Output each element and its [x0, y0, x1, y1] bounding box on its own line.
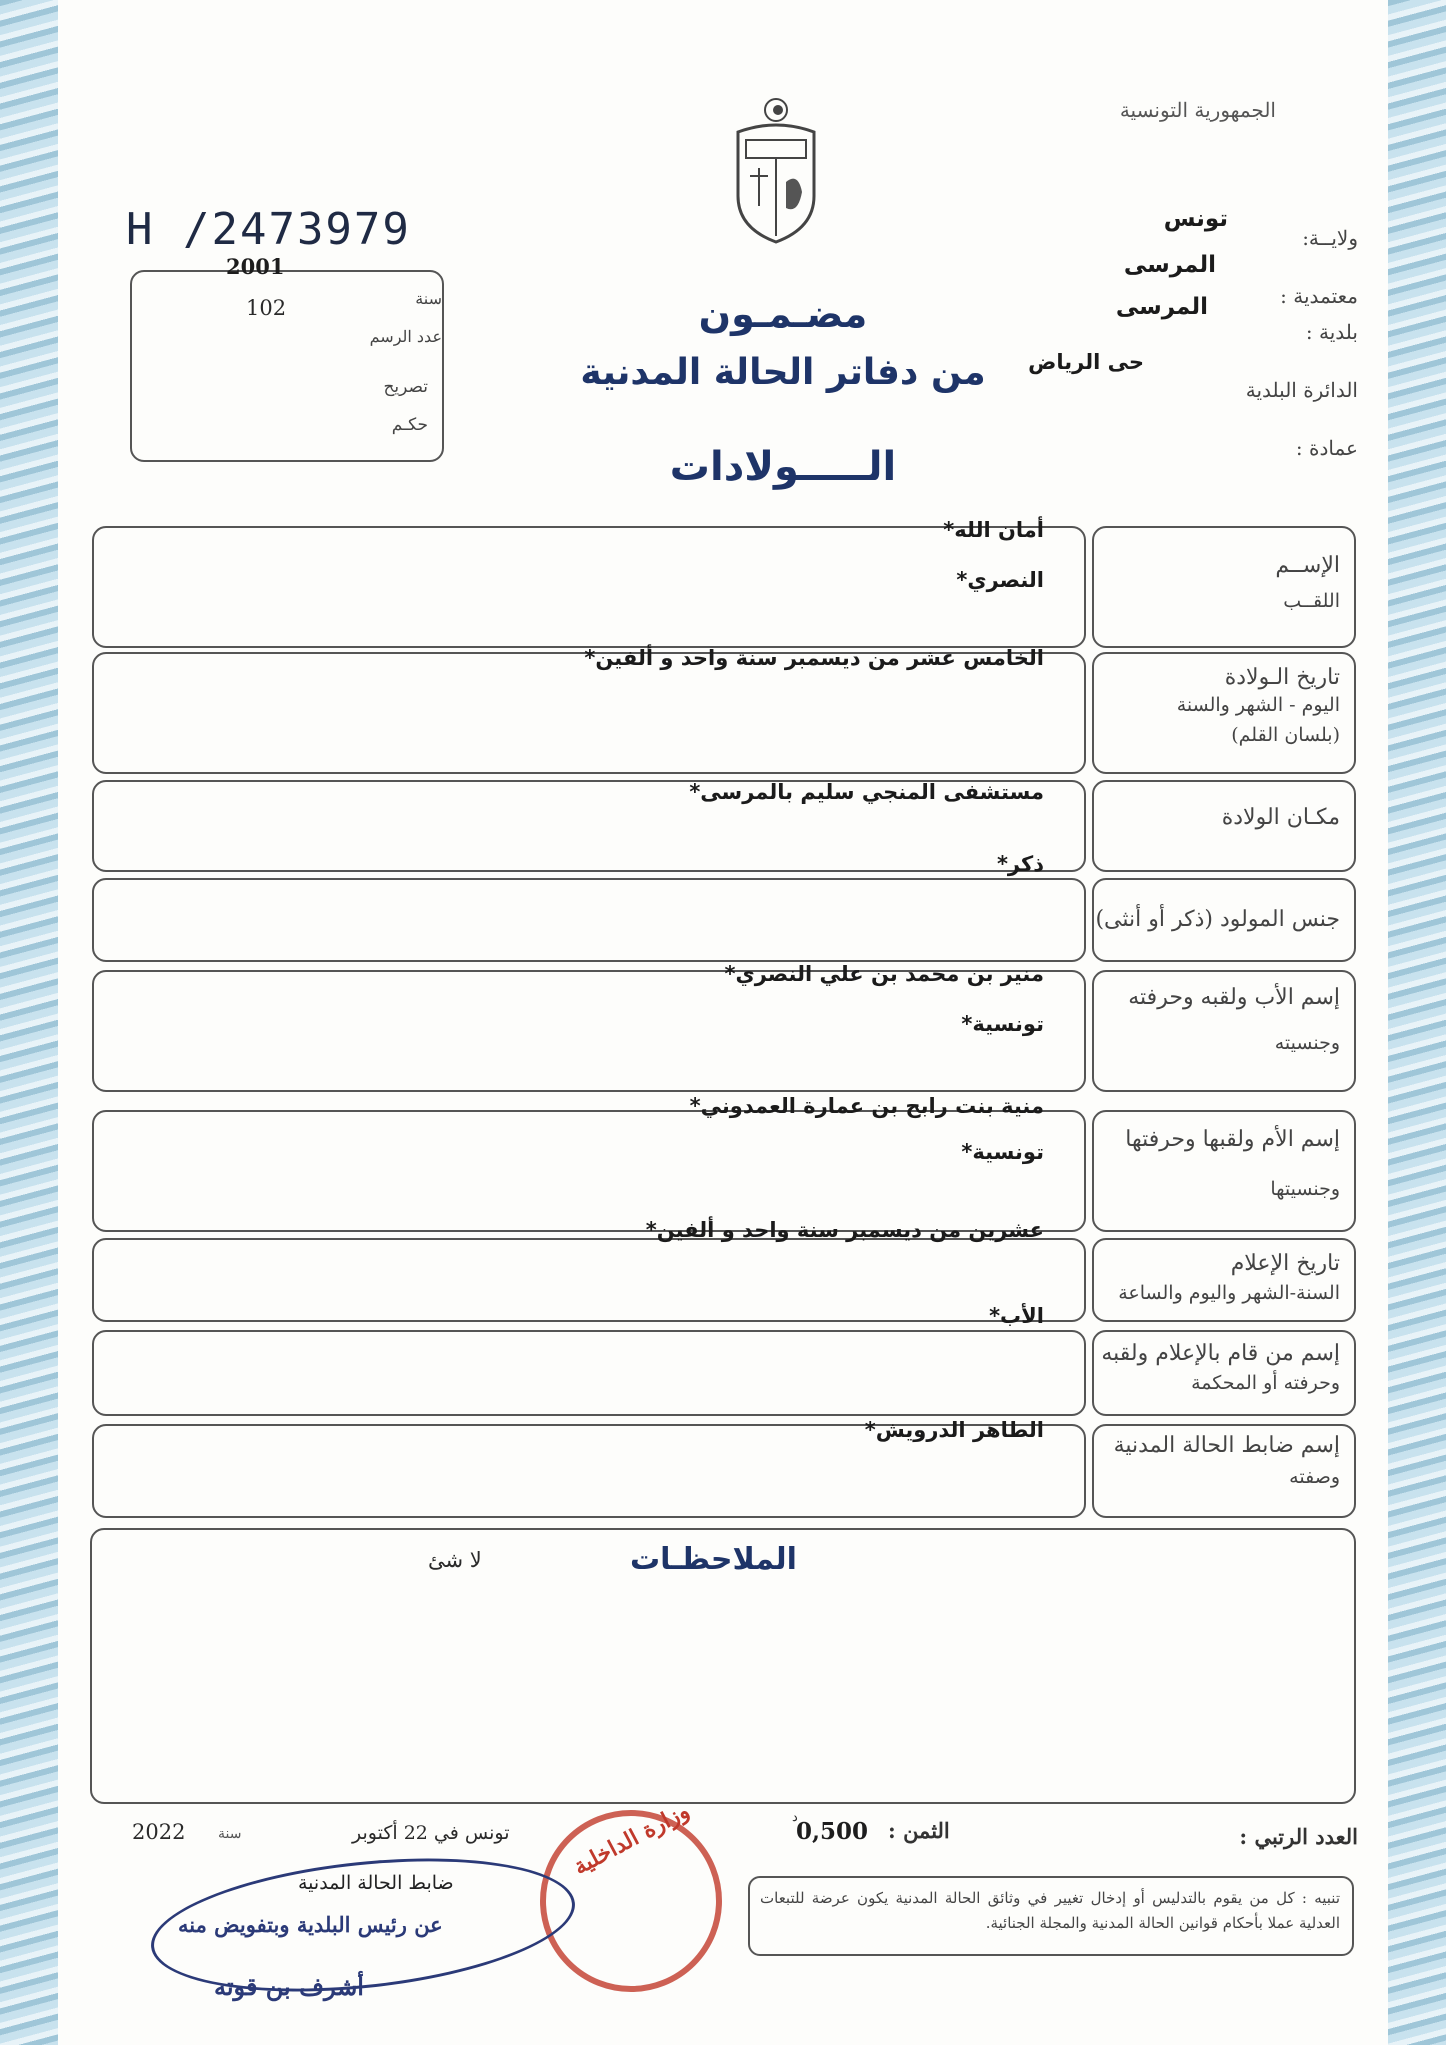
field-father-value: منير بن محمد بن علي النصري*	[724, 962, 1044, 986]
register-number-value: 102	[246, 296, 287, 320]
mootamadia-value: المرسى	[1123, 252, 1216, 278]
field-declaration-date-label-line: تاريخ الإعلام	[1230, 1251, 1340, 1276]
registry-title: من دفاتر الحالة المدنية	[580, 352, 986, 393]
issue-place-date: تونس في 22 أكتوبر	[352, 1822, 510, 1844]
field-father-label-line: وجنسيته	[1274, 1032, 1340, 1054]
field-name-value-box	[92, 526, 1086, 648]
republic-heading: الجمهورية التونسية	[1119, 98, 1276, 122]
remarks-value: لا شئ	[428, 1548, 482, 1572]
document-serial-number: H /2473979	[126, 204, 411, 255]
field-birth-date-label-line: (بلسان القلم)	[1231, 724, 1340, 746]
stamp-text: وزارة الداخلية	[569, 1797, 694, 1881]
extract-title: مضـمـون	[698, 292, 868, 336]
issue-year-label: سنة	[218, 1826, 242, 1842]
field-registrar-label-line: وصفته	[1289, 1466, 1340, 1488]
field-birth-place-value: مستشفى المنجي سليم بالمرسى*	[689, 780, 1044, 804]
field-declarant-label-line: إسم من قام بالإعلام ولقبه	[1101, 1341, 1340, 1366]
register-year-value: 2001	[226, 254, 285, 279]
daira-value: حى الرياض	[1028, 350, 1144, 374]
field-declarant-value: الأب*	[989, 1304, 1044, 1328]
field-birth-place-label-line: مكـان الولادة	[1221, 805, 1340, 830]
officer-title: ضابط الحالة المدنية	[298, 1872, 454, 1894]
baladia-label: بلدية :	[1305, 320, 1358, 344]
births-title: الـــــولادات	[669, 444, 897, 490]
baladia-value: المرسى	[1115, 294, 1208, 320]
wilaya-label: ولايــة:	[1302, 226, 1358, 250]
omada-label: عمادة :	[1295, 436, 1358, 460]
field-sex-label-line: جنس المولود (ذكر أو أنثى)	[1095, 907, 1340, 932]
field-declaration-date-label-line: السنة-الشهر واليوم والساعة	[1118, 1282, 1340, 1304]
field-declarant-label-line: وحرفته أو المحكمة	[1191, 1372, 1340, 1394]
field-father-value: تونسية*	[961, 1012, 1044, 1036]
field-registrar-value: الطاهر الدرويش*	[864, 1418, 1044, 1442]
field-name-label-line: اللقــب	[1283, 590, 1340, 612]
field-father-value-box	[92, 970, 1086, 1092]
price-value: 0,500	[796, 1818, 869, 1845]
officer-delegation: عن رئيس البلدية وبتفويض منه	[178, 1912, 443, 1937]
field-registrar-label-line: إسم ضابط الحالة المدنية	[1113, 1433, 1340, 1458]
field-name-value: أمان الله*	[943, 518, 1044, 542]
field-birth-date-value-box	[92, 652, 1086, 774]
register-judgment-label: حكـم	[391, 415, 428, 435]
field-name-label-line: الإســم	[1275, 553, 1340, 578]
field-name-value: النصري*	[956, 568, 1044, 592]
coat-of-arms-icon	[728, 96, 824, 246]
price-unit: د	[792, 1810, 798, 1825]
field-mother-label-line: وجنسيتها	[1270, 1178, 1340, 1200]
remarks-label: الملاحظـات	[630, 1542, 797, 1577]
field-birth-date-value: الخامس عشر من ديسمبر سنة واحد و ألفين*	[584, 646, 1044, 670]
issue-year-value: 2022	[132, 1820, 186, 1844]
field-sex-value: ذكر*	[996, 852, 1044, 876]
field-mother-label-line: إسم الأم ولقبها وحرفتها	[1125, 1127, 1340, 1152]
field-birth-date-label-line: اليوم - الشهر والسنة	[1176, 694, 1340, 716]
register-declaration-label: تصريح	[383, 377, 428, 397]
field-declaration-date-value: عشرين من ديسمبر سنة واحد و ألفين*	[645, 1218, 1044, 1242]
field-father-label-line: إسم الأب ولقبه وحرفته	[1128, 985, 1340, 1010]
footer-serial-label: العدد الرتبي :	[1239, 1824, 1358, 1849]
field-sex-value-box	[92, 878, 1086, 962]
field-mother-value: منية بنت رابح بن عمارة العمدوني*	[689, 1094, 1044, 1118]
daira-label: الدائرة البلدية	[1245, 378, 1358, 402]
price-label: الثمن :	[888, 1818, 950, 1843]
officer-name: أشرف بن قوته	[214, 1972, 364, 2001]
field-mother-value-box	[92, 1110, 1086, 1232]
field-declaration-date-value-box	[92, 1238, 1086, 1322]
register-year-label: سنة	[415, 289, 442, 308]
legal-notice: تنبيه : كل من يقوم بالتدليس أو إدخال تغيير في وثائق الحالة المدنية يكون عرضة للتبعات العدلية عملا بأحكام قوانين الحالة المدنية والمجلة الجنائية.	[760, 1889, 1340, 1932]
mootamadia-label: معتمدية :	[1280, 284, 1358, 308]
wilaya-value: تونس	[1163, 206, 1228, 232]
field-declarant-value-box	[92, 1330, 1086, 1416]
field-mother-value: تونسية*	[961, 1140, 1044, 1164]
register-number-label: عدد الرسم	[369, 327, 442, 346]
field-birth-date-label-line: تاريخ الـولادة	[1224, 665, 1340, 690]
